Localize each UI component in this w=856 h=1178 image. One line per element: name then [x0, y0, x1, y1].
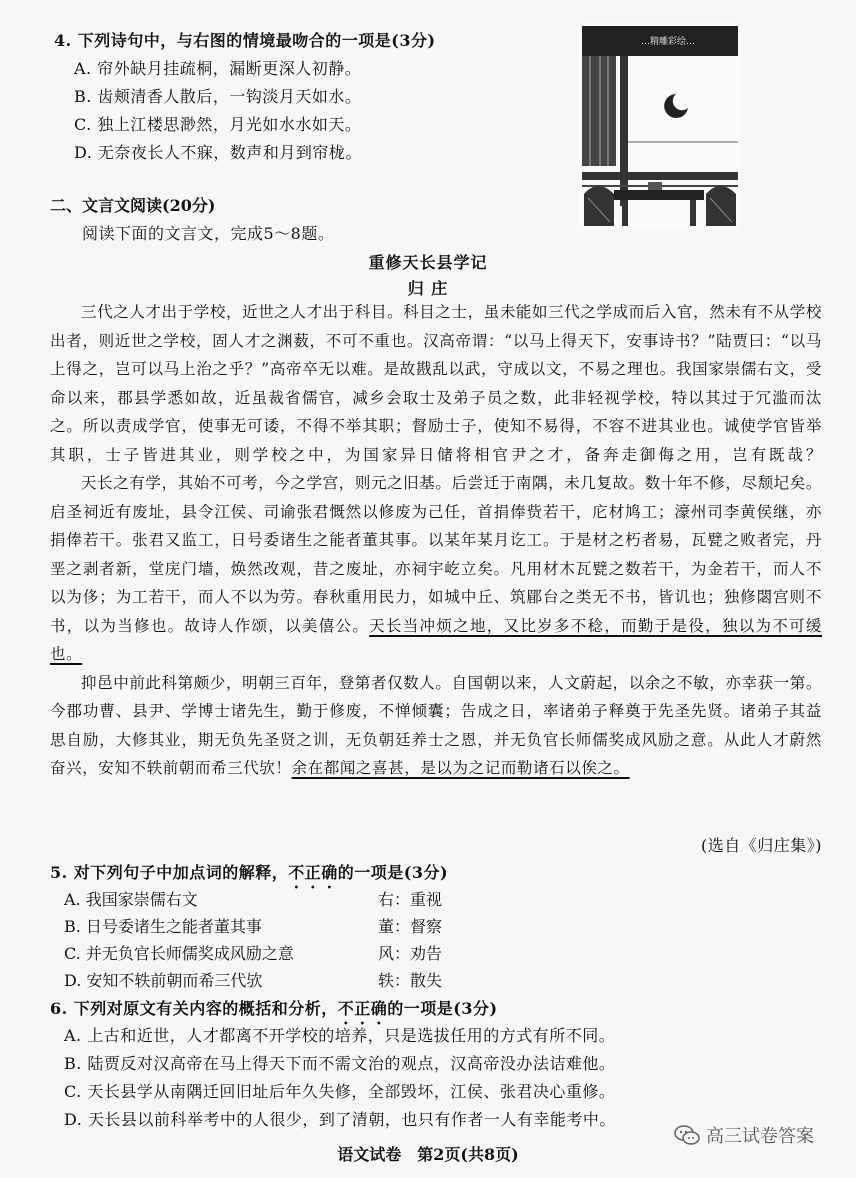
- wechat-icon: [674, 1124, 700, 1146]
- q5-item-d-gloss: 轶：散失: [378, 971, 443, 990]
- q5-item-b-sentence: B. 日号委诸生之能者董其事: [64, 917, 262, 936]
- q4-stem: 4. 下列诗句中，与右图的情境最吻合的一项是(3分): [54, 31, 436, 50]
- q6-stem-a: 6. 下列对原文有关内容的概括和分析，: [50, 999, 338, 1018]
- q4-option-a: A. 帘外缺月挂疏桐，漏断更深人初静。: [74, 59, 362, 78]
- underlined-sentence-2: 余在都闻之喜甚，是以为之记而勒诸石以俟之。: [291, 759, 630, 777]
- q4-option-b: B. 齿颊清香人散后，一钩淡月天如水。: [74, 87, 362, 106]
- q6-option-c: C. 天长县学从南隅迁回旧址后年久失修，全部毁坏，江侯、张君决心重修。: [64, 1082, 616, 1101]
- passage-paragraph-3-text: 抑邑中前此科第颇少，明朝三百年，登第者仅数人。自国朝以来，人文蔚起，以余之不敏，亦幸获一第。今郡功曹、县尹、学博士诸先生，勤于修废，不惮倾囊；告成之日，率诸弟子释奠于先圣先贤。诸弟子其益思自励，大修其业，期无负先圣贤之训，无负朝廷养士之恩，并无负官长师儒奖成风励之意。从此人才蔚然奋兴，安知不轶前朝而希三代欤！: [50, 673, 822, 777]
- q5-emphasis: 不正确: [288, 863, 338, 882]
- q5-item-d-sentence: D. 安知不轶前朝而希三代欤: [64, 971, 263, 990]
- passage-paragraph-1: 三代之人才出于学校，近世之人才出于科目。科目之士，虽未能如三代之学成而后入官，然未有不从学校出者，则近世之学校，固人才之渊薮，不可不重也。汉高帝谓：“以马上得天下，安事诗书？”陆贾曰：“以马上得之，岂可以马上治之乎？”高帝卒无以难。是故戡乱以武，守成以文，不易之理也。我国家崇儒右文，受命以来，郡县学悉如故，近虽裁省儒官，减乡会取士及弟子员之数，此非轻视学校，特以其过于冗滥而汰之。所以责成学官，使事无可诿，不得不举其职；督励士子，使知不易得，不容不进其业也。诚使学官皆举其职，士子皆进其业，则学校之中，为国家异日储将相官尹之才，备奔走御侮之用，岂有既哉？: [50, 303, 822, 464]
- q4-option-d: D. 无奈夜长人不寐，数声和月到帘栊。: [74, 143, 362, 162]
- illustration-banner-text: …精雕彩绘…: [640, 37, 696, 47]
- underlined-sentence-1: 天长当冲烦之地，又比岁多不稔，而勤于是役，独以为不可缓也。: [50, 616, 822, 663]
- q5-item-a-sentence: A. 我国家崇儒右文: [64, 890, 198, 909]
- page-footer: 语文试卷 第2页(共8页): [337, 1145, 519, 1164]
- watermark-text: 高三试卷答案: [706, 1126, 814, 1147]
- passage-author: 归 庄: [407, 279, 449, 298]
- passage-body: [50, 298, 822, 783]
- q5-item-c-gloss: 风：劝告: [378, 944, 443, 963]
- passage-paragraph-3: [50, 669, 822, 783]
- q5-item-b-gloss: 董：督察: [378, 917, 443, 936]
- q5-stem-a: 5. 对下列句子中加点词的解释，: [50, 863, 289, 882]
- q4-option-c: C. 独上江楼思渺然，月光如水水如天。: [74, 115, 362, 134]
- q6-emphasis: 不正确: [337, 999, 388, 1018]
- night-scene-illustration: [578, 22, 740, 230]
- section-heading: 二、文言文阅读(20分): [50, 196, 216, 215]
- passage-source: (选自《归庄集》): [701, 836, 822, 855]
- q6-option-a: A. 上古和近世，人才都离不开学校的培养，只是选拔任用的方式有所不同。: [64, 1026, 616, 1045]
- q6-option-b: B. 陆贾反对汉高帝在马上得天下而不需文治的观点，汉高帝没办法诘难他。: [64, 1054, 616, 1073]
- passage-title: 重修天长县学记: [368, 253, 488, 272]
- q6-option-d: D. 天长县以前科举考中的人很少，到了清朝，也只有作者一人有幸能考中。: [64, 1110, 616, 1129]
- passage-paragraph-2-text: 天长之有学，其始不可考，今之学宫，则元之旧基。后尝迁于南隅，未几复故。数十年不修，尽颓圮矣。启圣祠近有废址，县令江侯、司谕张君慨然以修废为己任，首捐俸赀若干，庀材鸠工；濠州司李黄侯继，亦捐俸若干。张君又监工，日号委诸生之能者董其事。以某年某月讫工。于是材之朽者易，瓦甓之败者完，丹垩之剥者新，堂庑门墙，焕然改观，昔之废址，亦祠宇屹立矣。凡用材木瓦甓之数若干，为金若干，而人不以为侈；为工若干，而人不以为劳。春秋重用民力，如城中丘、筑郿台之类无不书，皆讥也；独修閟宫则不书，以为当修也。故诗人作颂，以美僖公。: [50, 474, 822, 635]
- q5-item-c-sentence: C. 并无负官长师儒奖成风励之意: [64, 944, 294, 963]
- q5-stem-c: 的一项是(3分): [337, 863, 449, 882]
- q5-item-a-gloss: 右：重视: [378, 890, 443, 909]
- section-instruction: 阅读下面的文言文，完成5～8题。: [82, 224, 335, 243]
- watermark-badge: [674, 1122, 814, 1148]
- q6-stem-c: 的一项是(3分): [387, 999, 498, 1018]
- passage-paragraph-2: [50, 469, 822, 669]
